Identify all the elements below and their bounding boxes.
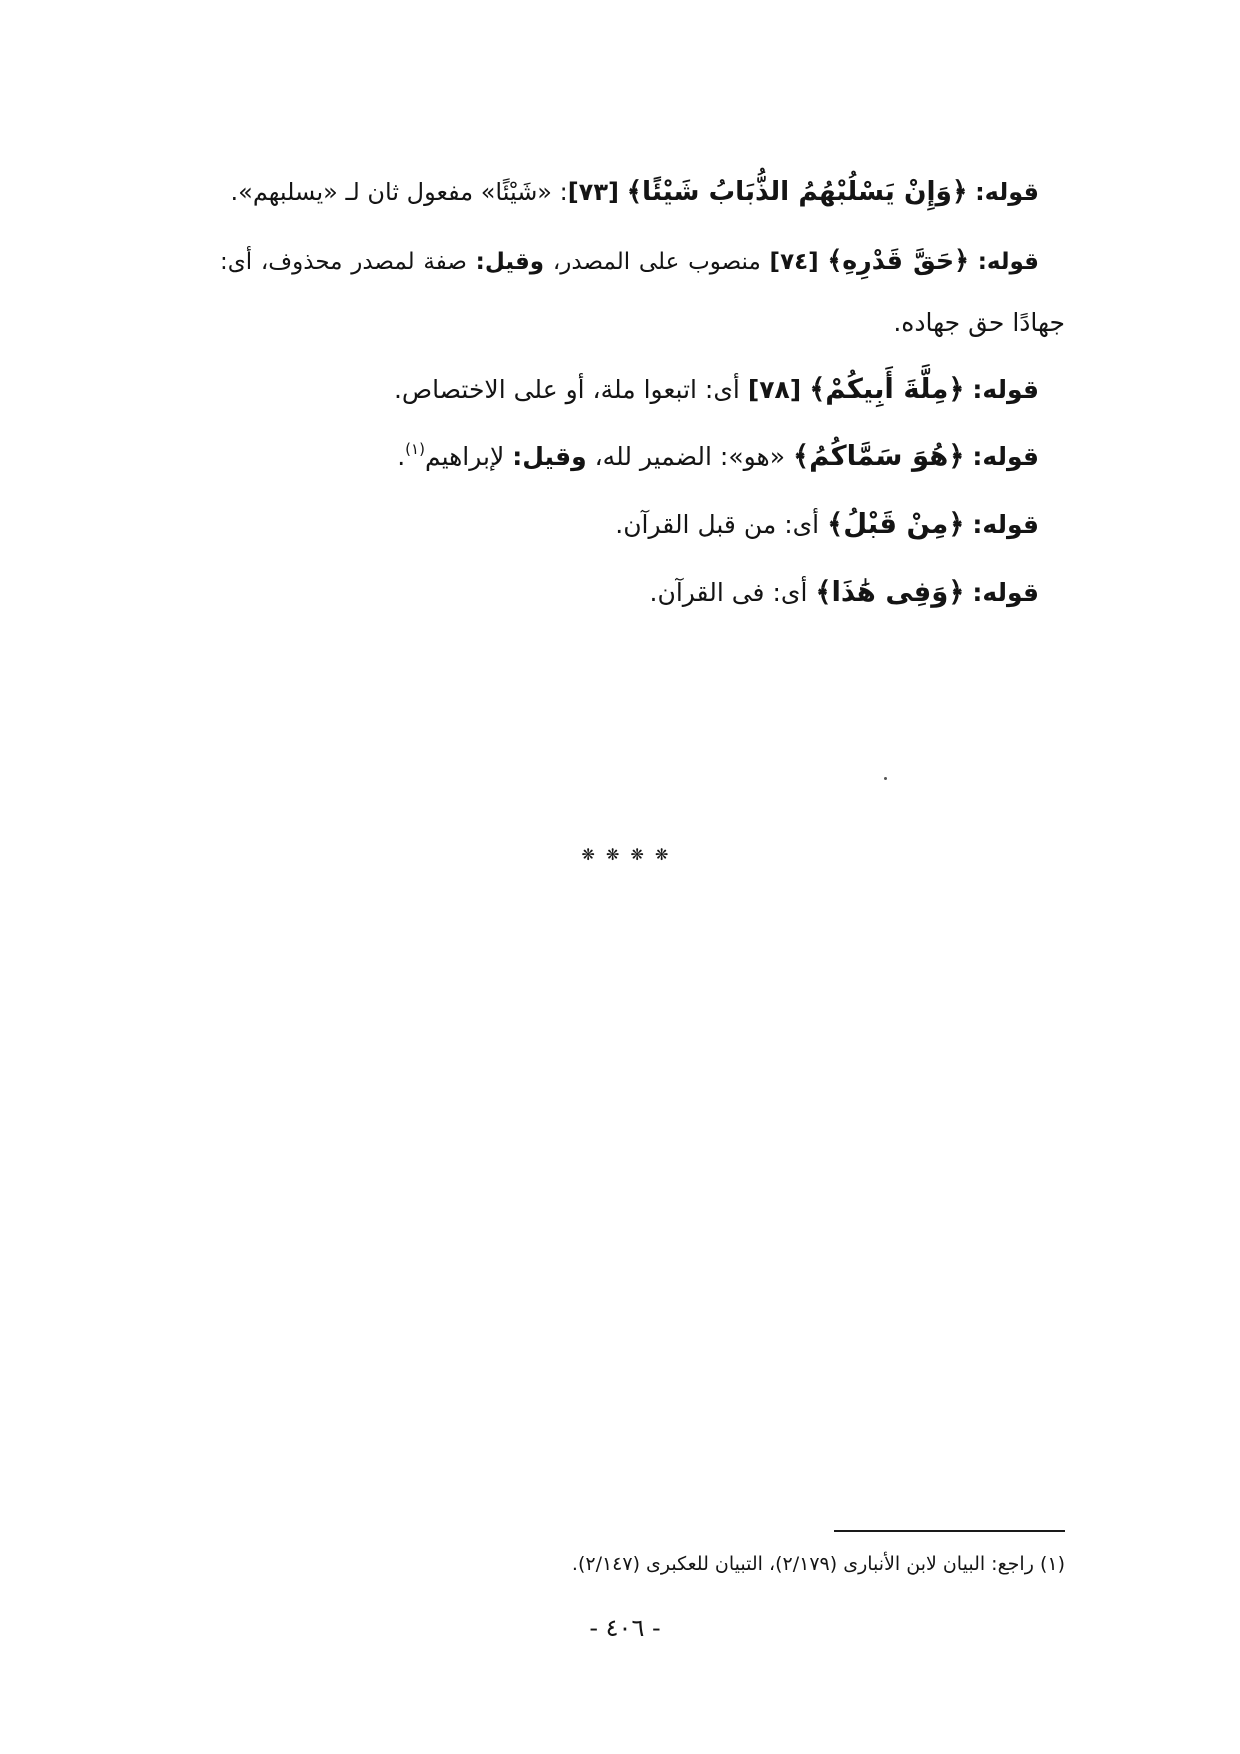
quran-quote: ﴿هُوَ سَمَّاكُمُ﴾ xyxy=(792,440,965,472)
continuation-line: جهادًا حق جهاده. xyxy=(893,308,1065,337)
entry-label: قوله: xyxy=(977,249,1039,275)
verse-number: [٧٣] xyxy=(567,178,619,206)
footnote xyxy=(572,1547,1065,1581)
entry-line xyxy=(231,170,1039,214)
alternate-opinion-label: وقيل: xyxy=(475,249,545,275)
verse-number: [٧٤] xyxy=(769,249,819,275)
quran-quote: ﴿مِلَّةَ أَبِيكُمْ﴾ xyxy=(809,373,965,405)
entry-label: قوله: xyxy=(975,178,1039,206)
footnote-text: راجع: البيان لابن الأنبارى (٢/١٧٩)، التبيان للعكبرى (٢/١٤٧). xyxy=(571,1553,1034,1575)
commentary-text: : «شَيْئًا» مفعول ثان لـ «يسلبهم». xyxy=(230,178,568,206)
commentary-text: أى: من قبل القرآن. xyxy=(615,510,820,539)
page-number: - ٤٠٦ - xyxy=(589,1614,661,1642)
entry-label: قوله: xyxy=(972,578,1039,607)
entry-label: قوله: xyxy=(972,442,1039,471)
line-end-punctuation: . xyxy=(397,442,406,471)
commentary-text: أى: اتبعوا ملة، أو على الاختصاص. xyxy=(393,375,740,404)
entry-line xyxy=(394,367,1039,411)
entry-line xyxy=(220,239,1039,283)
alternate-opinion-label: وقيل: xyxy=(512,442,587,471)
footnote-reference: (١) xyxy=(405,439,425,458)
commentary-text: منصوب على المصدر، xyxy=(552,249,761,275)
commentary-text: لإبراهيم xyxy=(424,442,505,471)
section-separator: ❋ ❋ ❋ ❋ xyxy=(581,845,669,864)
entry-line xyxy=(650,570,1039,614)
entry-label: قوله: xyxy=(972,510,1039,539)
quran-quote: ﴿حَقَّ قَدْرِهِ﴾ xyxy=(827,246,969,275)
scan-speck xyxy=(884,777,887,780)
footnote-rule xyxy=(834,1530,1065,1532)
quran-quote: ﴿مِنْ قَبْلُ﴾ xyxy=(827,508,965,540)
commentary-text: أى: فى القرآن. xyxy=(649,578,808,607)
quran-quote: ﴿وَإِنْ يَسْلُبْهُمُ الذُّبَابُ شَيْئًا﴾ xyxy=(626,176,968,207)
commentary-text: صفة لمصدر محذوف، أى: xyxy=(220,249,467,275)
entry-label: قوله: xyxy=(972,375,1039,404)
entry-line xyxy=(615,502,1039,546)
quran-quote: ﴿وَفِى هَٰذَا﴾ xyxy=(815,576,965,608)
verse-number: [٧٨] xyxy=(747,375,802,404)
commentary-text: «هو»: الضمير لله، xyxy=(594,442,786,471)
footnote-marker: (١) xyxy=(1039,1553,1065,1575)
entry-line xyxy=(397,434,1039,478)
